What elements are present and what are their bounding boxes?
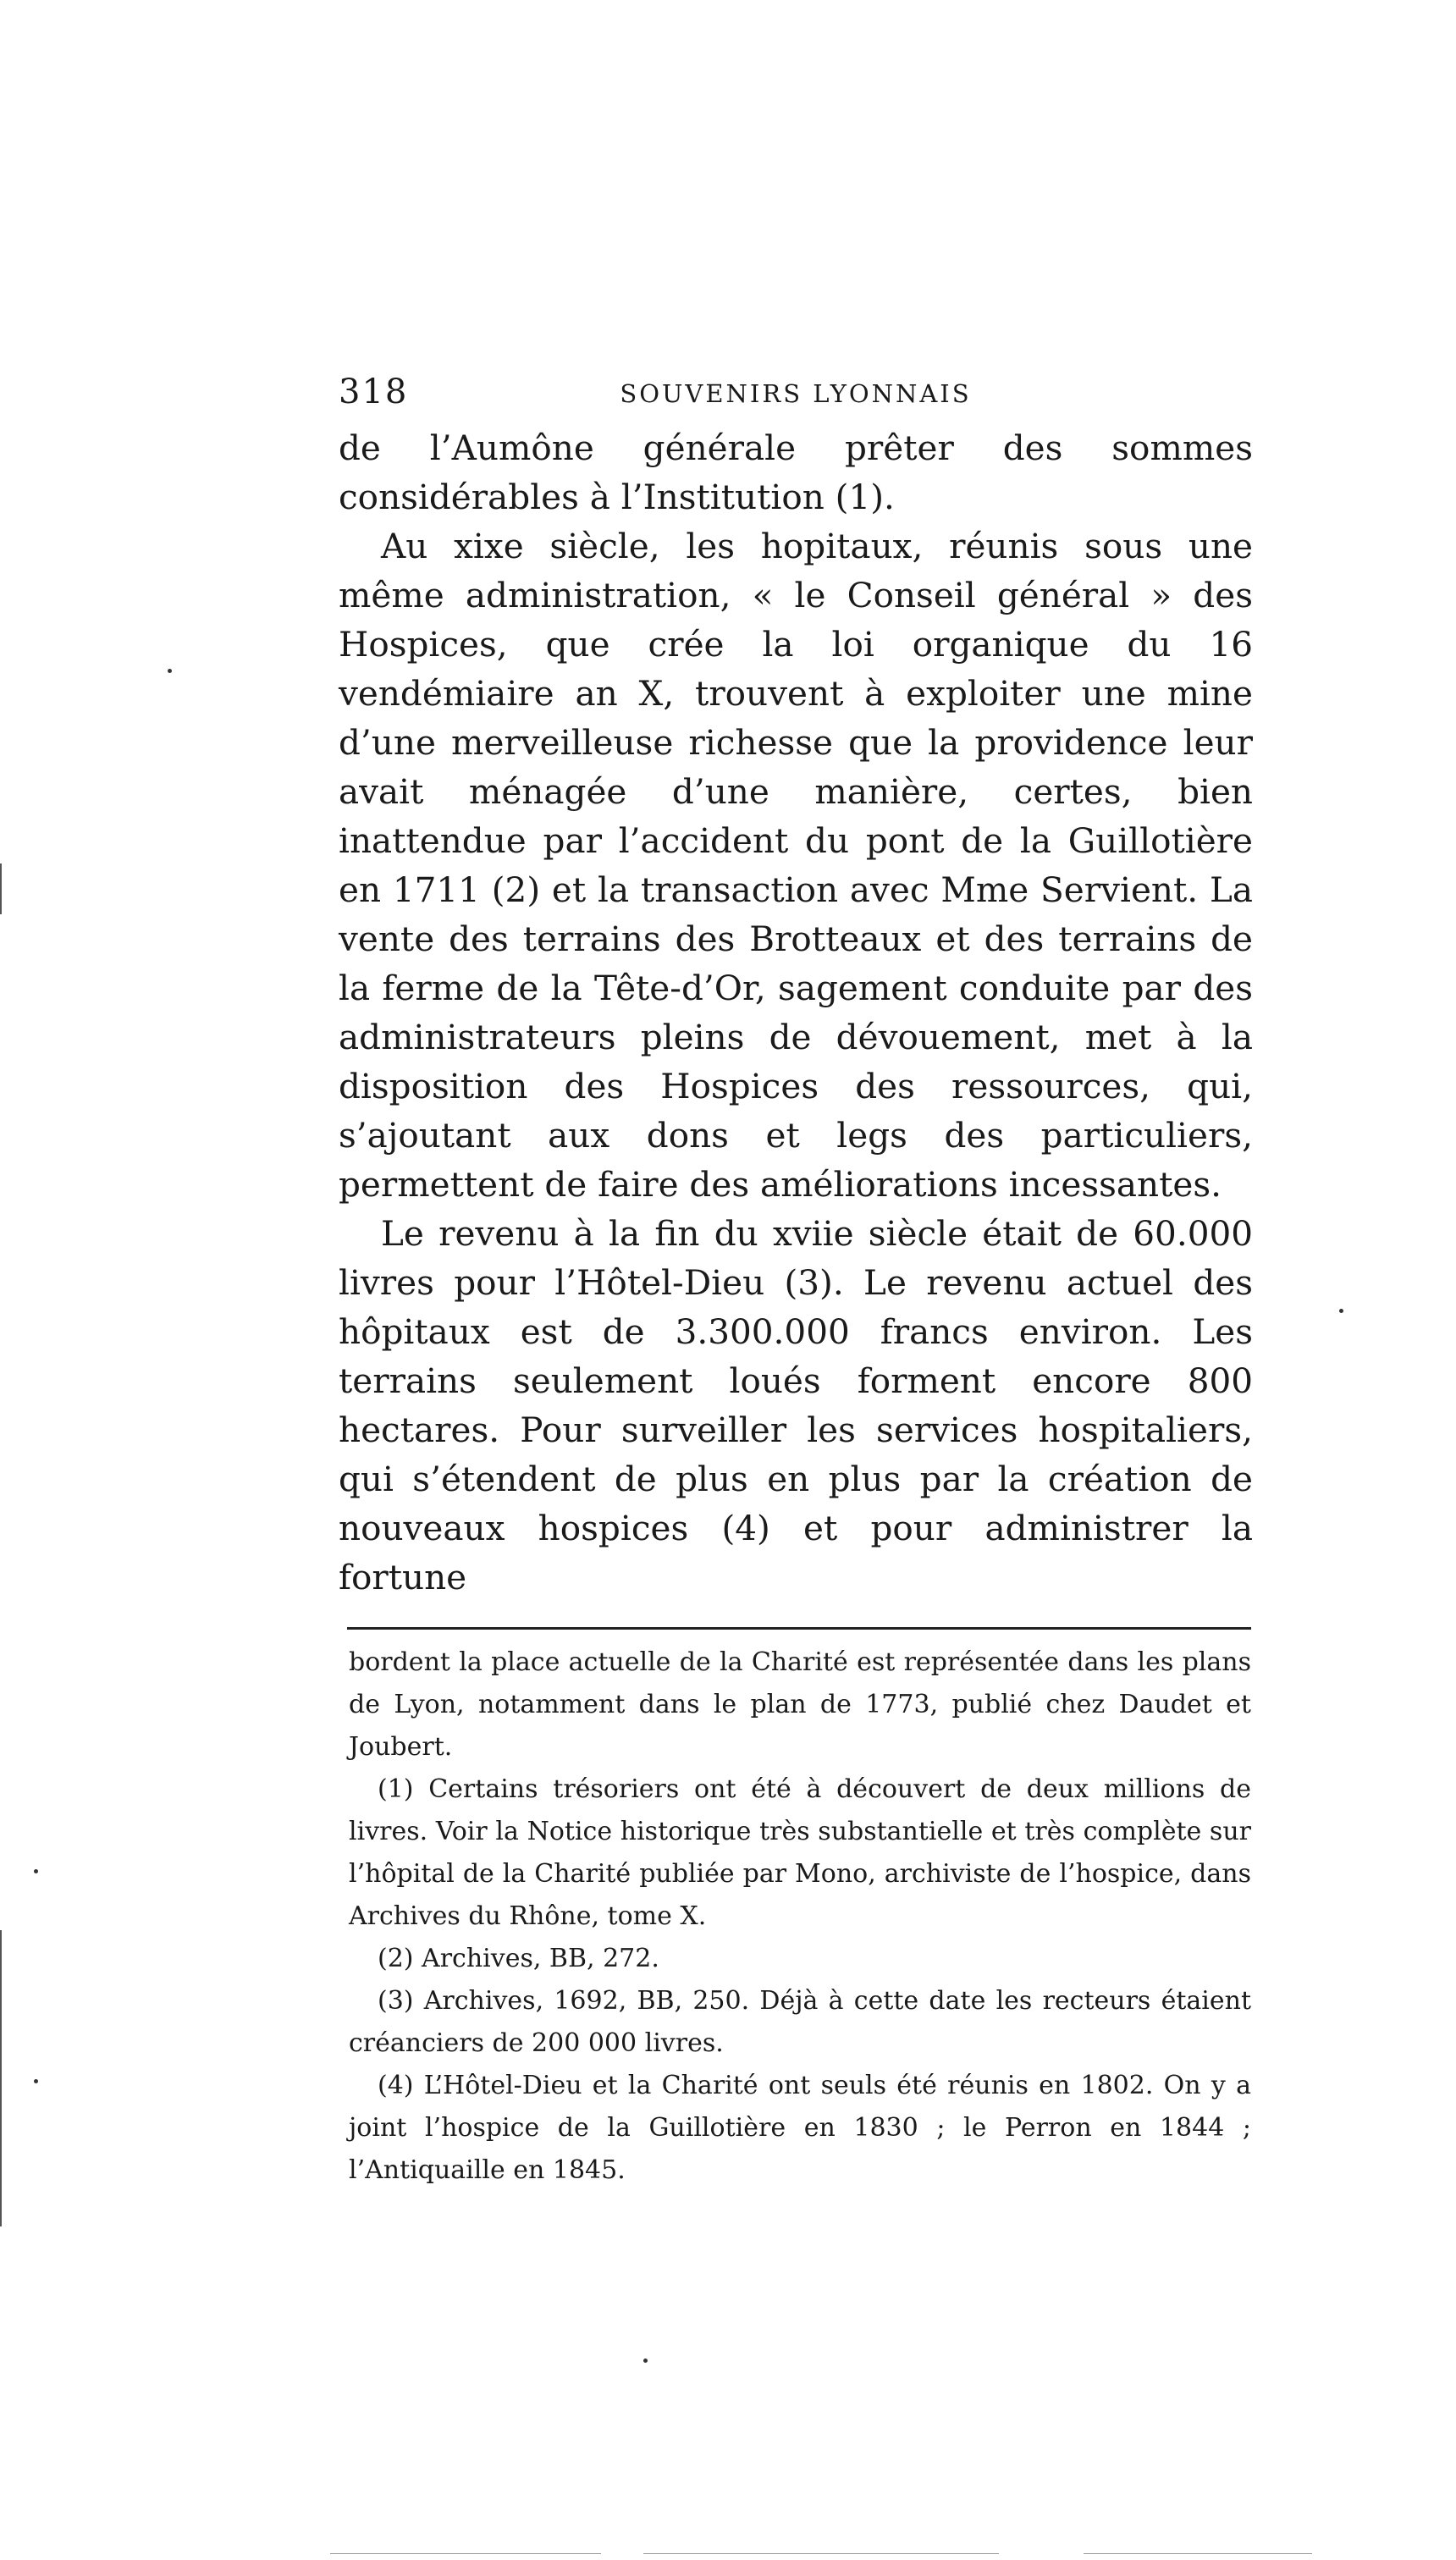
footnote-divider	[347, 1627, 1251, 1630]
running-title: SOUVENIRS LYONNAIS	[620, 379, 972, 408]
paragraph: de l’Aumône générale prêter des sommes considérables à l’Institution (1).	[339, 428, 1253, 517]
scan-bottom-rule	[1084, 2553, 1312, 2554]
body-text	[339, 423, 1253, 1602]
book-page	[339, 372, 1253, 2192]
footnotes	[349, 1641, 1251, 2192]
scan-speck	[1339, 1309, 1343, 1313]
scan-bottom-rule	[330, 2553, 601, 2554]
running-head	[339, 372, 1253, 423]
footnote: (3) Archives, 1692, BB, 250. Déjà à cette date les recteurs étaient créanciers de 200 000 livres.	[349, 1986, 1251, 2058]
footnote: (1) Certains trésoriers ont été à découvert de deux millions de livres. Voir la Notice historique très substantielle et très complète sur l’hôpital de la Charité publiée par Mono, archiviste de l’hospice, dans Archives du Rhône, tome X.	[349, 1774, 1251, 1931]
scan-speck	[643, 2359, 648, 2363]
scan-speck	[34, 1869, 38, 1873]
footnote: (4) L’Hôtel-Dieu et la Charité ont seuls été réunis en 1802. On y a joint l’hospice de la Guillotière en 1830 ; le Perron en 1844 ; l’Antiquaille en 1845.	[349, 2071, 1251, 2185]
paragraph: Le revenu à la fin du xviie siècle était de 60.000 livres pour l’Hôtel-Dieu (3). Le revenu actuel des hôpitaux est de 3.300.000 francs environ. Les terrains seulement loués forment encore 800 hectares. Pour surveiller les services hospitaliers, qui s’étendent de plus en plus par la création de nouveaux hospices (4) et pour administrer la fortune	[339, 1213, 1253, 1597]
paragraph: Au xixe siècle, les hopitaux, réunis sous une même administration, « le Conseil général » des Hospices, que crée la loi organique du 16 vendémiaire an X, trouvent à exploiter une mine d’une merveilleuse richesse que la providence leur avait ménagée d’une manière, certes, bien inattendue par l’accident du pont de la Guillotière en 1711 (2) et la transaction avec Mme Servient. La vente des terrains des Brotteaux et des terrains de la ferme de la Tête-d’Or, sagement conduite par des administrateurs pleins de dévouement, met à la disposition des Hospices des ressources, qui, s’ajoutant aux dons et legs des particuliers, permettent de faire des améliorations incessantes.	[339, 526, 1253, 1205]
scan-edge-line	[0, 1930, 2, 2226]
page-number: 318	[339, 372, 409, 411]
footnote-continuation: bordent la place actuelle de la Charité est représentée dans les plans de Lyon, notamment dans le plan de 1773, publié chez Daudet et Joubert.	[349, 1647, 1251, 1762]
scan-bottom-rule	[643, 2553, 999, 2554]
scan-edge-line	[0, 863, 2, 914]
scan-speck	[34, 2079, 38, 2083]
scan-speck	[168, 669, 172, 673]
footnote: (2) Archives, BB, 272.	[378, 1944, 659, 1973]
